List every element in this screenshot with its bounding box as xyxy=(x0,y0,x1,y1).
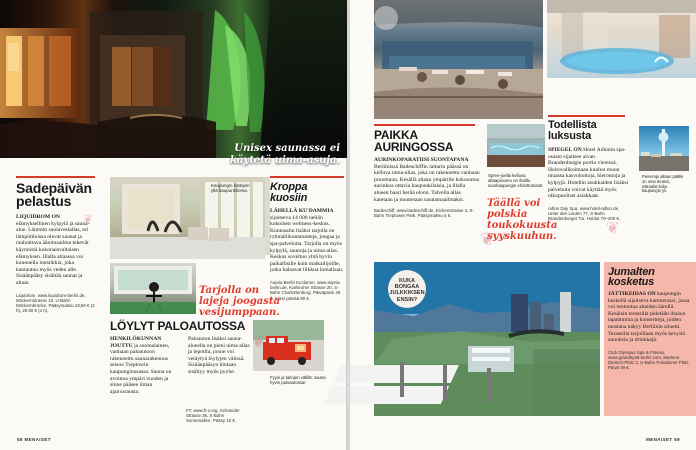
pool-hall-photo xyxy=(110,177,265,259)
page-footer-right: MENAISET 59 xyxy=(646,437,680,442)
city-tower-caption: Pienempi altaan päälle on oma terassi, näköalat koko kaupungin yli. xyxy=(642,174,684,194)
fitness-info: Aspria Berlin Ku'damm, www.aspria-berlin.de, Karlsruher Strasse 20, S-Bahn Charlottenburg. Päiväpassi 49 €, kaksi päivää 90 €. xyxy=(270,279,341,301)
olympus-text: kaupungin keskellä sijaitseva kattoterassi, jossa voi rentoutua altaiden äärellä. Kesäisin terassilla pidetään iltaisin tapahtumia ja konsertteja, joiden taustana näkyy Berliinin siluetti. Terassilla tarjoillaan myös kevyitä annoksia ja drinkkejä. xyxy=(608,291,690,344)
section-title-olympus-line2: kosketus xyxy=(608,276,655,288)
firetruck-lead: HENKILÖKUNNAN JOUTTU xyxy=(110,336,162,349)
olympus-section xyxy=(608,267,690,371)
sauna-text: elämyksellinen kylpylä ja sauna-alue. Lämmin suolavesiallas, eri lämpötiloissa olevat saunat ja rauhoittava äänimaailma tekevät käynnistä kokonaisvaltaisen elämyksen. Illalla altaassa voi kuunnella musiikkia, joka kantautuu myös veden alle. Sisäänpääsy sisältää saunat ja altaat. xyxy=(16,220,90,286)
luxury-section xyxy=(548,115,634,221)
section-rule-left xyxy=(16,176,95,178)
luxury-text: Hotel Adlonin spa-osasto sijaitsee aivan Brandenburgin portin vieressä. Hoitovalikoimaan kuuluu muun muassa kasvohoitoja, hierontoja ja kylpyjä. Hotellin asukkaiden lisäksi palveluita voivat käyttää myös ulkopuoliset asiakkaat. xyxy=(548,147,629,200)
sun-lead: AURINKOPARATIISI SUONTAPANA xyxy=(374,157,469,163)
hero-photo xyxy=(0,0,347,166)
firetruck-body xyxy=(110,336,176,395)
sauna-lead: LIQUIDROM ON xyxy=(16,214,60,220)
sauna-info: Liquidrom, www.liquidrom-berlin.de, Möckernstrasse 10, U-Bahn Möckernbrücke. Pääsymaksu 19,50 € (2 h), 29,50 € (4 h). xyxy=(16,292,95,314)
fitness-lead: LÄHELLÄ KU'DAMMIA xyxy=(270,208,334,214)
rooftop-photo xyxy=(374,262,600,416)
section-title-sadepaivan-line1: Sadepäivän xyxy=(16,180,92,196)
riverside-photo xyxy=(374,0,543,119)
fitness-section xyxy=(270,176,346,301)
floating-pool-shapes xyxy=(487,124,545,167)
left-quote: Tarjolla on lajeja joogasta vesijumppaan. xyxy=(199,285,280,318)
floating-pool-photo xyxy=(487,124,545,188)
decorative-leaves-left: ❦ xyxy=(83,212,94,226)
firetruck-body-col2: Paloauton lisäksi sauna-alueella on pieni uima-allas ja lepotila, jonne voi vetäytyä löylyjen välissä. Sisäänpääsyn hintaan sisältyy myös pyyhe. xyxy=(188,336,250,375)
luxury-lead: SPIEGEL ON xyxy=(548,147,582,153)
decorative-leaves-right-2: ❦ xyxy=(606,220,620,237)
right-page xyxy=(349,0,696,450)
celebrity-sticker xyxy=(388,270,426,308)
fitness-body xyxy=(270,208,344,274)
sun-info: Badeschiff, www.badeschiff.de, Eichenstrasse 4, S-Bahn Treptower Park. Pääsymaksu 5 €. xyxy=(374,208,474,219)
riverside-shapes xyxy=(374,0,543,119)
section-rule-sun xyxy=(374,124,475,126)
section-title-luxury: Todellista luksusta xyxy=(548,119,597,142)
section-rule-luxury xyxy=(548,115,625,117)
sauna-section xyxy=(16,176,104,313)
spread-gutter xyxy=(346,0,350,450)
section-title-sadepaivan-line2: pelastus xyxy=(16,193,72,209)
section-title-sun: PAIKKA AURINGOSSA xyxy=(374,128,454,154)
section-title-firetruck: LÖYLYT PALOAUTOSSA xyxy=(110,319,246,333)
firetruck-text: ja suomalainen, vanhaan paloautoon rakennettu saunarakennus seisoo Treptowin kaupunginosassa. Sauna on avoinna ympäri vuoden ja sinne pääsee ilman ajanvarausta. xyxy=(110,342,172,395)
firetruck-info: FT: www.ft-x.org, Schneider Strasse 36, S-Bahn Sonnenallee. Pääsy 10 €. xyxy=(186,408,240,424)
hero-shapes xyxy=(0,0,347,158)
right-quote: Täällä voi polskia toukokuusta syyskuuhun. xyxy=(487,198,558,242)
luxury-body xyxy=(548,147,629,200)
firetruck-caption: Fyysi ja taitojen välillä; sauna hyvin paloautossa! xyxy=(270,375,326,385)
yoga-photo xyxy=(110,263,196,314)
fitness-text: sijaitseva 14 000 neliön kokoinen wellness-keskus. Kuntosalin lisäksi tarjolla on ryhmäliikuntatunteja, joogaa ja spa-palveluita. Tarjolla on myös kylpylä, saunoja ja uima-allas. Keskus soveltuu yhtä hyvin paikallisille kuin matkailijoille, jotka haluavat liikkua lomallaan. xyxy=(270,214,344,274)
yoga-shapes xyxy=(110,263,196,314)
city-tower-photo xyxy=(639,126,689,194)
decorative-leaves-right: ❦ xyxy=(480,229,496,249)
section-title-olympus-line1: Jumalten xyxy=(608,266,655,278)
section-title-sadepaivan xyxy=(16,182,104,208)
sun-section xyxy=(374,124,482,219)
decorative-leaves-left-2: ❦ xyxy=(252,334,266,351)
section-rule-fitness xyxy=(270,176,344,178)
section-title-olympus xyxy=(608,267,690,287)
spa-pool-shapes xyxy=(547,0,696,78)
spa-pool-photo xyxy=(547,0,696,78)
section-title-fitness: Kroppa kuosiin xyxy=(270,181,308,204)
firetruck-section xyxy=(110,319,252,424)
sun-body xyxy=(374,157,480,203)
celebrity-sticker-text: KUKA BONGAA JULKKIKSEN ENSIN? xyxy=(389,278,425,303)
olympus-lead: JÄTTIKEIDAS ON xyxy=(608,291,656,297)
left-page xyxy=(0,0,347,450)
page-footer-left: 58 MENAISET xyxy=(17,437,51,442)
city-tower-shapes xyxy=(639,126,689,171)
olympus-info: Club Olympus Spa & Fitness, www.grandhyatt-berlin.com, Marlene-Dietrich-Platz 2, U-Bahn Potsdamer Platz. Päivä 49 €. xyxy=(608,349,690,371)
hero-caption: Unisex saunassa ei käytetä uima-asuja. xyxy=(229,143,340,166)
floating-pool-caption: Spree-joella kelluva altaaproomu on ihailtu suurkaupungin ehdottomasti. xyxy=(488,173,544,188)
luxury-info: Adlon Day Spa, www.hotel-adlon.de, Unter den Linden 77, S-Bahn Brandenburger Tor. Hoidot 70–200 €. xyxy=(548,205,621,222)
sun-text: Berliinissä Badeschiffin laiturin päässä on kelluva uima-allas, joka on rakennettu vanhaan proomuun. Kesällä altaan ympärille kokoontuu aurinkoa ottavia kaupunkilaisia, ja illalla alueen baari herää eloon. Talvella allas katetaan ja muutetaan saunamaailmaksi. xyxy=(374,163,480,203)
olympus-body xyxy=(608,291,690,344)
pool-photo-caption: Kaupungin kattojen yllä kaupunkiloma. xyxy=(211,183,250,194)
